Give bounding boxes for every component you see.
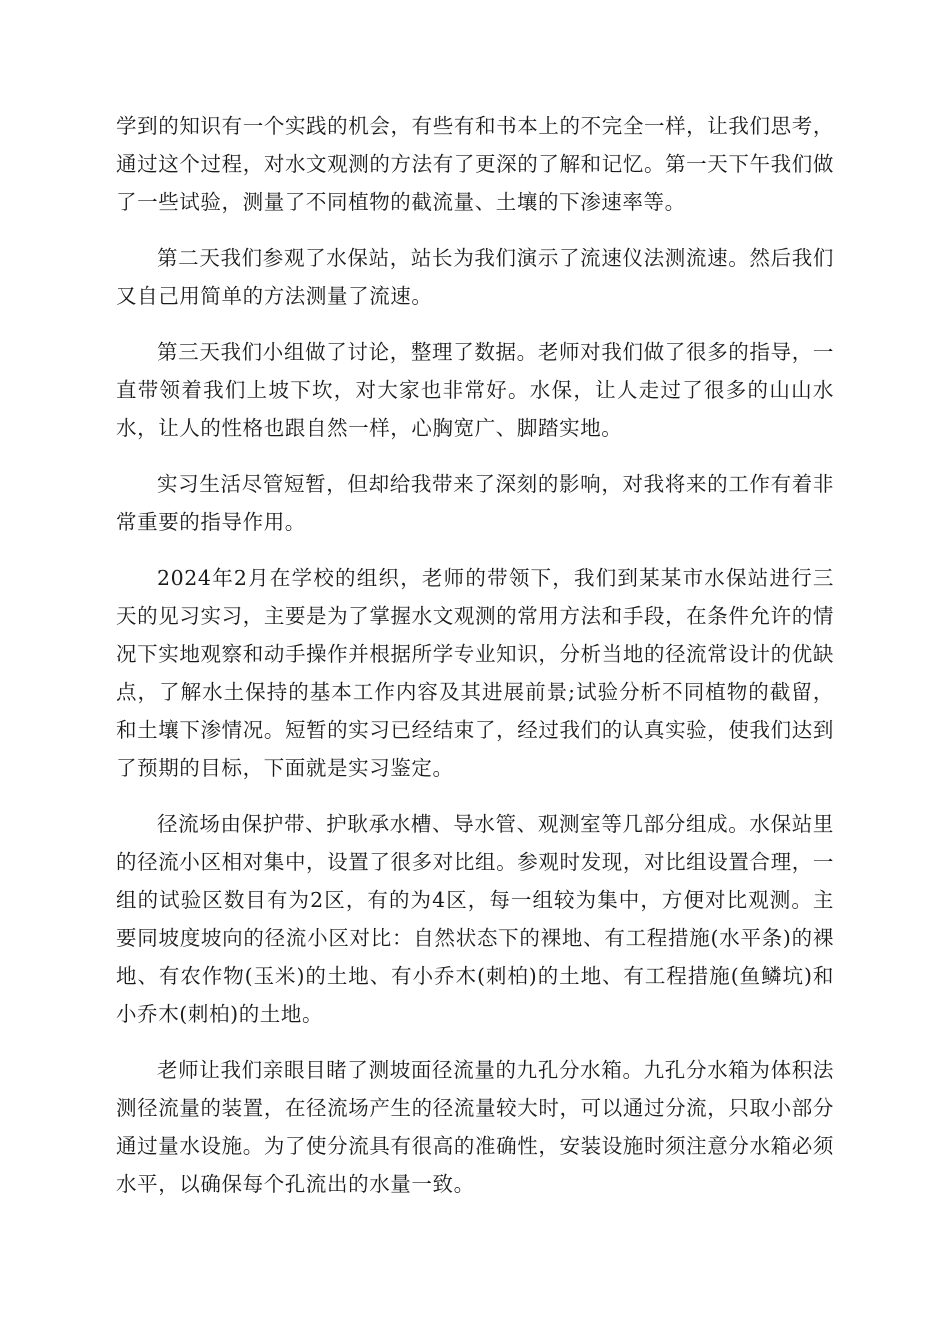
paragraph-7: 老师让我们亲眼目睹了测坡面径流量的九孔分水箱。九孔分水箱为体积法测径流量的装置，在径流场产生的径流量较大时，可以通过分流，只取小部分通过量水设施。为了使分流具有很高的准确性，安装设施时须注意分水箱必须水平，以确保每个孔流出的水量一致。 <box>116 1058 834 1196</box>
paragraph-3: 第三天我们小组做了讨论，整理了数据。老师对我们做了很多的指导，一直带领着我们上坡下坎，对大家也非常好。水保，让人走过了很多的山山水水，让人的性格也跟自然一样，心胸宽广、脚踏实地。 <box>116 340 834 440</box>
paragraph-6: 径流场由保护带、护耿承水槽、导水管、观测室等几部分组成。水保站里的径流小区相对集中，设置了很多对比组。参观时发现，对比组设置合理，一组的试验区数目有为2区，有的为4区，每一组较为集中，方便对比观测。主要同坡度坡向的径流小区对比：自然状态下的裸地、有工程措施(水平条)的裸地、有农作物(玉米)的土地、有小乔木(刺柏)的土地、有工程措施(鱼鳞坑)和小乔木(刺柏)的土地。 <box>116 812 834 1026</box>
paragraph-1: 学到的知识有一个实践的机会，有些有和书本上的不完全一样，让我们思考，通过这个过程，对水文观测的方法有了更深的了解和记忆。第一天下午我们做了一些试验，测量了不同植物的截流量、土壤的下渗速率等。 <box>116 114 834 214</box>
paragraph-5: 2024年2月在学校的组织，老师的带领下，我们到某某市水保站进行三天的见习实习，主要是为了掌握水文观测的常用方法和手段，在条件允许的情况下实地观察和动手操作并根据所学专业知识，分析当地的径流常设计的优缺点，了解水土保持的基本工作内容及其进展前景;试验分析不同植物的截留，和土壤下渗情况。短暂的实习已经结束了，经过我们的认真实验，使我们达到了预期的目标，下面就是实习鉴定。 <box>116 566 834 780</box>
paragraph-2: 第二天我们参观了水保站，站长为我们演示了流速仪法测流速。然后我们又自己用简单的方法测量了流速。 <box>116 246 834 308</box>
document-body <box>116 107 834 1221</box>
paragraph-4: 实习生活尽管短暂，但却给我带来了深刻的影响，对我将来的工作有着非常重要的指导作用。 <box>116 472 834 534</box>
